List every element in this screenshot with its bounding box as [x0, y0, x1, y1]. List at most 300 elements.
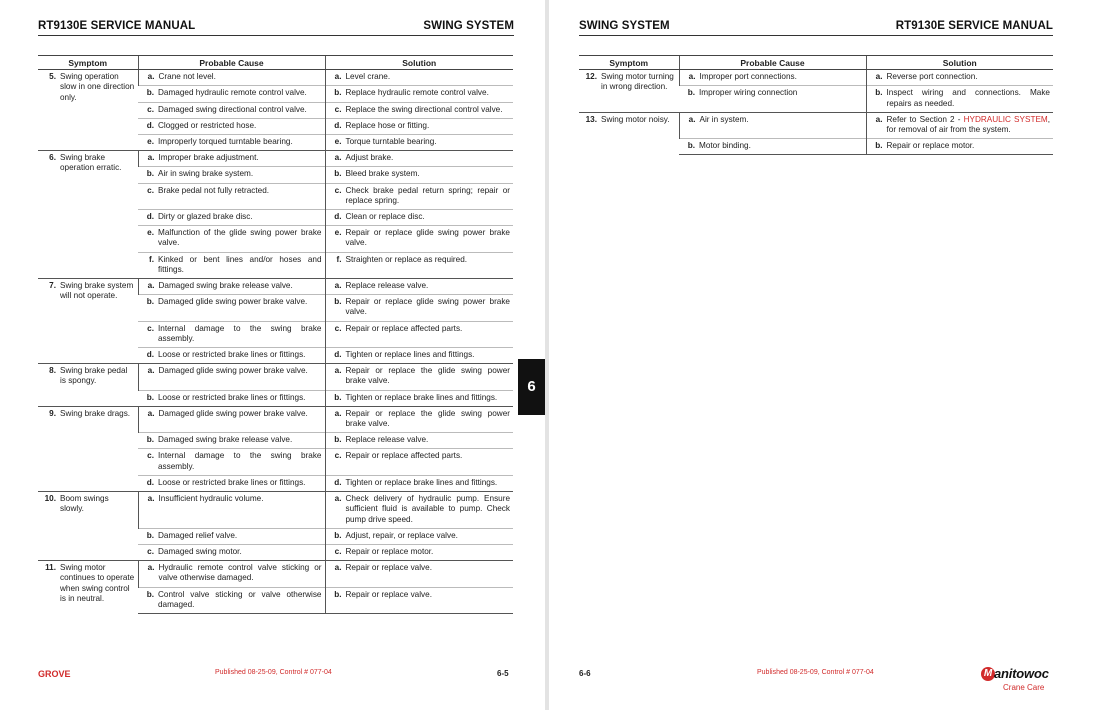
- solution-text: Level crane.: [345, 72, 391, 82]
- cause-text: Improper wiring connection: [699, 88, 798, 98]
- symptom-description: Swing brake pedal is spongy.: [60, 366, 128, 386]
- cause-cell: [138, 226, 325, 252]
- right-page-number: 6-6: [579, 669, 591, 678]
- cause-text: Air in swing brake system.: [158, 169, 254, 179]
- solution-text: Bleed brake system.: [345, 169, 420, 179]
- solution-letter: c.: [334, 104, 342, 114]
- cause-item: [139, 409, 322, 419]
- cause-text: Damaged swing brake release valve.: [158, 281, 293, 291]
- cause-cell: [138, 321, 325, 347]
- cause-text: Motor binding.: [699, 141, 751, 151]
- symptom-cell: [38, 492, 138, 561]
- cause-text: Dirty or glazed brake disc.: [158, 212, 253, 222]
- solution-item: [326, 350, 511, 360]
- solution-text-prefix: Refer to Section 2 -: [886, 114, 964, 124]
- solution-text: Repair or replace valve.: [345, 563, 432, 573]
- solution-text: Clean or replace disc.: [345, 212, 425, 222]
- symptom-number: 7.: [49, 281, 56, 291]
- solution-text: [887, 115, 1051, 135]
- cause-text: Damaged hydraulic remote control valve.: [158, 88, 307, 98]
- symptom-text: [581, 72, 676, 92]
- symptom-number: 5.: [49, 72, 56, 82]
- left-page: [0, 0, 548, 710]
- column-header-cause: Probable Cause: [679, 56, 866, 70]
- cause-cell: [138, 183, 325, 209]
- solution-text: Repair or replace glide swing power brake valve.: [345, 228, 510, 248]
- solution-item: [326, 186, 511, 206]
- cause-item: [139, 153, 322, 163]
- solution-cell: [866, 86, 1053, 112]
- symptom-description: Swing brake system will not operate.: [60, 281, 134, 301]
- solution-letter: a.: [875, 72, 883, 82]
- solution-item: [326, 72, 511, 82]
- cause-letter: a.: [147, 563, 155, 573]
- cause-cell: [138, 348, 325, 364]
- solution-item: [326, 297, 511, 317]
- table-row: [38, 364, 513, 390]
- cause-text: Damaged swing brake release valve.: [158, 435, 293, 445]
- cause-text: Air in system.: [699, 114, 749, 124]
- left-troubleshooting-table: [38, 55, 513, 614]
- solution-text: Inspect wiring and connections. Make repairs as needed.: [886, 88, 1050, 108]
- table-row: [38, 561, 513, 587]
- cause-cell: [138, 390, 325, 406]
- solution-cell: [325, 102, 513, 118]
- solution-item: [326, 590, 511, 600]
- solution-item: [867, 115, 1051, 135]
- solution-cell: [325, 252, 513, 278]
- cause-letter: a.: [688, 114, 696, 124]
- cause-item: [138, 105, 322, 115]
- solution-text: Reverse port connection.: [886, 72, 978, 82]
- cause-text: Damaged glide swing power brake valve.: [158, 297, 308, 307]
- solution-item: [326, 137, 511, 147]
- cause-letter: b.: [146, 88, 154, 98]
- solution-cell: [325, 433, 513, 449]
- cause-letter: e.: [147, 137, 154, 147]
- right-header-section: SWING SYSTEM: [579, 20, 670, 32]
- solution-text: Repair or replace glide swing power brake valve.: [345, 297, 510, 317]
- symptom-number: 12.: [585, 72, 597, 82]
- cause-text: Damaged swing motor.: [158, 546, 242, 556]
- symptom-text: [40, 153, 135, 173]
- solution-text: Adjust brake.: [345, 153, 394, 163]
- cause-letter: c.: [147, 546, 154, 556]
- cause-item: [138, 350, 322, 360]
- left-page-number: 6-5: [497, 669, 509, 678]
- section-reference-link[interactable]: HYDRAULIC SYSTEM: [963, 114, 1048, 124]
- cause-text: Damaged swing directional control valve.: [158, 104, 307, 114]
- cause-item: [138, 228, 322, 248]
- table-header-row: [579, 56, 1053, 70]
- solution-text: Repair or replace valve.: [345, 589, 432, 599]
- solution-letter: b.: [334, 88, 342, 98]
- table-row: [38, 279, 513, 295]
- solution-letter: b.: [334, 589, 342, 599]
- solution-cell: [325, 406, 513, 432]
- symptom-text: [40, 409, 135, 419]
- solution-item: [326, 547, 511, 557]
- solution-letter: a.: [334, 408, 342, 418]
- column-header-symptom: Symptom: [579, 56, 679, 70]
- cause-item: [138, 590, 322, 610]
- solution-text: Replace the swing directional control valve.: [345, 104, 503, 114]
- cause-letter: a.: [147, 153, 155, 163]
- solution-cell: [866, 139, 1053, 155]
- column-header-solution: Solution: [866, 56, 1053, 70]
- solution-item: [326, 435, 511, 445]
- table-row: [38, 151, 513, 167]
- solution-cell: [325, 151, 513, 167]
- solution-text: Straighten or replace as required.: [345, 254, 468, 264]
- symptom-cell: [38, 561, 138, 614]
- solution-cell: [325, 475, 513, 491]
- solution-text: Adjust, repair, or replace valve.: [345, 530, 458, 540]
- table-row: [38, 70, 513, 86]
- cause-item: [139, 563, 322, 583]
- cause-text: Damaged glide swing power brake valve.: [158, 408, 308, 418]
- solution-letter: a.: [875, 114, 883, 124]
- solution-text: Repair or replace affected parts.: [345, 451, 463, 461]
- left-header-title: RT9130E SERVICE MANUAL: [38, 20, 196, 32]
- solution-letter: b.: [875, 141, 883, 151]
- cause-cell: [679, 139, 866, 155]
- cause-letter: b.: [146, 435, 154, 445]
- cause-text: Improper port connections.: [699, 72, 797, 82]
- cause-text: Improperly torqued turntable bearing.: [158, 137, 293, 147]
- solution-item: [326, 255, 511, 265]
- cause-cell: [138, 102, 325, 118]
- solution-text: Repair or replace the glide swing power brake valve.: [345, 366, 510, 386]
- table-header-row: [38, 56, 513, 70]
- cause-letter: b.: [146, 589, 154, 599]
- solution-text: Tighten or replace lines and fittings.: [345, 350, 475, 360]
- solution-item: [326, 494, 511, 525]
- solution-cell: [325, 295, 513, 321]
- solution-letter: d.: [334, 120, 342, 130]
- solution-text: Tighten or replace brake lines and fittings.: [345, 477, 498, 487]
- cause-cell: [138, 406, 325, 432]
- cause-text: Loose or restricted brake lines or fittings.: [158, 392, 306, 402]
- cause-item: [138, 212, 322, 222]
- cause-cell: [138, 561, 325, 587]
- solution-text-suffix: , for removal of air from the system.: [886, 114, 1051, 135]
- manitowoc-crane-care-logo: [981, 665, 1061, 695]
- cause-cell: [138, 210, 325, 226]
- symptom-text: [581, 115, 676, 125]
- solution-text: Replace hose or fitting.: [345, 120, 430, 130]
- symptom-text: [40, 72, 135, 103]
- cause-item: [138, 478, 322, 488]
- left-header-section: SWING SYSTEM: [423, 20, 514, 32]
- cause-letter: d.: [146, 477, 154, 487]
- symptom-text: [40, 563, 135, 604]
- cause-letter: b.: [687, 141, 695, 151]
- symptom-cell: [38, 70, 138, 151]
- cause-item: [679, 88, 863, 98]
- cause-letter: a.: [147, 494, 155, 504]
- solution-cell: [325, 226, 513, 252]
- solution-item: [326, 531, 511, 541]
- solution-cell: [325, 210, 513, 226]
- solution-text: Tighten or replace brake lines and fittings.: [345, 392, 498, 402]
- solution-cell: [325, 279, 513, 295]
- solution-item: [326, 228, 511, 248]
- cause-item: [138, 186, 322, 196]
- solution-text: Repair or replace motor.: [886, 141, 975, 151]
- cause-cell: [679, 70, 866, 86]
- solution-item: [326, 451, 511, 461]
- solution-item: [326, 153, 511, 163]
- cause-cell: [138, 279, 325, 295]
- solution-cell: [325, 118, 513, 134]
- right-header-title: RT9130E SERVICE MANUAL: [895, 20, 1053, 32]
- table-row: [579, 70, 1053, 86]
- solution-letter: c.: [334, 185, 342, 195]
- solution-item: [326, 281, 511, 291]
- solution-letter: b.: [334, 530, 342, 540]
- solution-letter: b.: [875, 88, 883, 98]
- cause-letter: b.: [146, 392, 154, 402]
- cause-letter: c.: [147, 323, 154, 333]
- solution-letter: d.: [334, 212, 342, 222]
- cause-text: Improper brake adjustment.: [158, 153, 259, 163]
- solution-cell: [866, 112, 1053, 138]
- solution-cell: [325, 135, 513, 151]
- symptom-number: 13.: [585, 114, 597, 124]
- cause-letter: f.: [148, 254, 154, 264]
- solution-item: [326, 478, 511, 488]
- cause-cell: [679, 112, 866, 138]
- solution-letter: c.: [334, 323, 342, 333]
- cause-cell: [138, 544, 325, 560]
- solution-letter: a.: [334, 366, 342, 376]
- cause-text: Damaged glide swing power brake valve.: [158, 366, 308, 376]
- cause-cell: [138, 295, 325, 321]
- cause-letter: b.: [146, 297, 154, 307]
- solution-cell: [866, 70, 1053, 86]
- solution-item: [867, 88, 1051, 108]
- cause-text: Malfunction of the glide swing power brake valve.: [158, 228, 322, 248]
- cause-letter: a.: [147, 281, 155, 291]
- table-row: [579, 112, 1053, 138]
- solution-cell: [325, 544, 513, 560]
- solution-item: [326, 121, 511, 131]
- right-published-note: Published 08-25-09, Control # 077-04: [757, 669, 874, 676]
- cause-letter: e.: [147, 228, 154, 238]
- cause-cell: [138, 252, 325, 278]
- symptom-number: 10.: [44, 494, 56, 504]
- cause-letter: b.: [146, 169, 154, 179]
- cause-text: Insufficient hydraulic volume.: [158, 494, 264, 504]
- solution-text: Check brake pedal return spring; repair or replace spring.: [345, 185, 510, 205]
- solution-cell: [325, 364, 513, 390]
- solution-item: [326, 366, 511, 386]
- cause-cell: [138, 151, 325, 167]
- cause-item: [139, 366, 322, 376]
- cause-letter: d.: [146, 350, 154, 360]
- symptom-description: Swing motor continues to operate when swing control is in neutral.: [60, 563, 135, 603]
- solution-letter: e.: [334, 228, 342, 238]
- solution-text: Replace release valve.: [345, 435, 429, 445]
- cause-cell: [138, 492, 325, 529]
- solution-text: Replace hydraulic remote control valve.: [345, 88, 489, 98]
- cause-text: Crane not level.: [158, 72, 216, 82]
- symptom-number: 8.: [49, 366, 56, 376]
- symptom-description: Swing operation slow in one direction only.: [60, 72, 135, 102]
- solution-cell: [325, 587, 513, 613]
- cause-cell: [138, 135, 325, 151]
- cause-text: Loose or restricted brake lines or fittings.: [158, 477, 306, 487]
- cause-item: [138, 88, 322, 98]
- solution-item: [326, 88, 511, 98]
- solution-letter: a.: [334, 281, 342, 291]
- symptom-cell: [579, 70, 679, 113]
- solution-letter: c.: [334, 546, 342, 556]
- symptom-description: Swing brake operation erratic.: [60, 153, 122, 173]
- solution-cell: [325, 348, 513, 364]
- solution-text: Repair or replace the glide swing power brake valve.: [345, 408, 510, 429]
- cause-letter: a.: [147, 366, 155, 376]
- solution-letter: b.: [334, 169, 342, 179]
- solution-letter: c.: [334, 451, 342, 461]
- symptom-number: 9.: [49, 408, 56, 418]
- solution-text: Replace release valve.: [345, 281, 429, 291]
- solution-cell: [325, 528, 513, 544]
- section-tab[interactable]: 6: [518, 359, 545, 415]
- cause-cell: [138, 433, 325, 449]
- cause-item: [138, 531, 322, 541]
- solution-cell: [325, 390, 513, 406]
- cause-letter: c.: [147, 104, 154, 114]
- cause-text: Hydraulic remote control valve sticking or valve otherwise damaged.: [158, 563, 322, 583]
- symptom-description: Swing brake drags.: [60, 408, 131, 418]
- solution-cell: [325, 86, 513, 102]
- solution-item: [326, 105, 511, 115]
- solution-item: [326, 563, 511, 573]
- cause-cell: [138, 167, 325, 183]
- solution-letter: a.: [334, 563, 342, 573]
- solution-cell: [325, 561, 513, 587]
- column-header-symptom: Symptom: [38, 56, 138, 70]
- solution-letter: a.: [334, 72, 342, 82]
- cause-letter: b.: [687, 88, 695, 98]
- symptom-cell: [38, 279, 138, 364]
- solution-item: [326, 409, 511, 429]
- table-row: [38, 406, 513, 432]
- solution-letter: e.: [334, 137, 342, 147]
- symptom-cell: [38, 364, 138, 407]
- cause-letter: a.: [147, 408, 155, 418]
- solution-text: Repair or replace motor.: [345, 546, 434, 556]
- cause-item: [138, 121, 322, 131]
- symptom-cell: [38, 151, 138, 279]
- solution-item: [326, 324, 511, 334]
- solution-letter: b.: [334, 297, 342, 307]
- cause-item: [139, 72, 322, 82]
- cause-item: [138, 393, 322, 403]
- solution-item: [326, 393, 511, 403]
- symptom-number: 11.: [45, 563, 56, 573]
- cause-item: [680, 115, 863, 125]
- grove-brand: GROVE: [38, 669, 71, 679]
- solution-letter: a.: [334, 153, 342, 163]
- column-header-cause: Probable Cause: [138, 56, 325, 70]
- cause-letter: c.: [147, 451, 154, 461]
- cause-item: [138, 324, 322, 344]
- cause-letter: b.: [146, 530, 154, 540]
- cause-letter: c.: [147, 185, 154, 195]
- cause-text: Internal damage to the swing brake assembly.: [158, 451, 322, 471]
- cause-letter: a.: [147, 72, 155, 82]
- cause-cell: [138, 475, 325, 491]
- logo-wordmark: anitowoc: [994, 666, 1049, 681]
- cause-cell: [138, 70, 325, 86]
- cause-text: Damaged relief valve.: [158, 530, 238, 540]
- solution-item: [867, 141, 1051, 151]
- solution-cell: [325, 492, 513, 529]
- left-published-note: Published 08-25-09, Control # 077-04: [215, 669, 332, 676]
- solution-letter: b.: [334, 392, 342, 402]
- solution-cell: [325, 449, 513, 475]
- symptom-description: Boom swings slowly.: [60, 494, 109, 514]
- cause-letter: a.: [688, 72, 696, 82]
- cause-letter: d.: [146, 212, 154, 222]
- cause-cell: [138, 528, 325, 544]
- cause-item: [139, 281, 322, 291]
- solution-cell: [325, 167, 513, 183]
- solution-cell: [325, 70, 513, 86]
- cause-item: [138, 435, 322, 445]
- solution-letter: f.: [336, 254, 342, 264]
- manitowoc-mark-icon: M: [981, 667, 995, 681]
- solution-cell: [325, 321, 513, 347]
- cause-text: Brake pedal not fully retracted.: [158, 185, 270, 195]
- symptom-text: [40, 366, 135, 386]
- cause-text: Internal damage to the swing brake assembly.: [158, 323, 322, 343]
- symptom-text: [40, 281, 135, 301]
- cause-item: [679, 141, 863, 151]
- right-page: [549, 0, 1097, 710]
- solution-text: Torque turntable bearing.: [345, 137, 437, 147]
- symptom-cell: [579, 112, 679, 155]
- solution-item: [326, 169, 511, 179]
- cause-item: [138, 297, 322, 307]
- solution-cell: [325, 183, 513, 209]
- right-page-header: [579, 20, 1053, 36]
- cause-item: [138, 451, 322, 471]
- cause-item: [138, 547, 322, 557]
- left-page-header: [38, 20, 514, 36]
- cause-item: [139, 494, 322, 504]
- cause-text: Clogged or restricted hose.: [158, 120, 257, 130]
- symptom-cell: [38, 406, 138, 491]
- cause-text: Control valve sticking or valve otherwise damaged.: [158, 589, 322, 609]
- solution-letter: a.: [334, 494, 342, 504]
- solution-item: [867, 72, 1051, 82]
- logo-subtitle: Crane Care: [1003, 683, 1045, 692]
- cause-cell: [138, 86, 325, 102]
- cause-cell: [679, 86, 866, 112]
- cause-text: Loose or restricted brake lines or fittings.: [158, 350, 306, 360]
- cause-text: Kinked or bent lines and/or hoses and fittings.: [158, 254, 322, 274]
- symptom-number: 6.: [49, 153, 56, 163]
- solution-text: Repair or replace affected parts.: [345, 323, 463, 333]
- cause-letter: d.: [146, 120, 154, 130]
- cause-item: [680, 72, 863, 82]
- symptom-text: [40, 494, 135, 514]
- cause-cell: [138, 449, 325, 475]
